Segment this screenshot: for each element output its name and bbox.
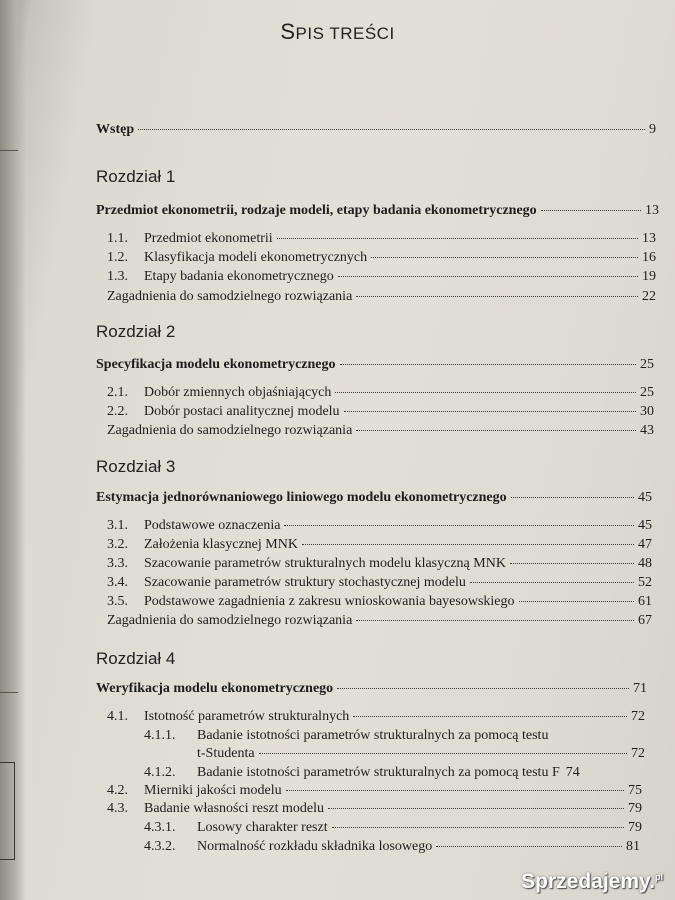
toc-subsection-row[interactable] <box>144 838 640 856</box>
dot-leader <box>340 364 636 365</box>
dot-leader <box>302 544 634 545</box>
dot-leader <box>138 129 645 130</box>
section-number: 2.1. <box>107 385 128 400</box>
dot-leader <box>353 716 627 717</box>
toc-subsection-row[interactable] <box>197 745 645 763</box>
toc-page: 45 <box>638 518 652 533</box>
dot-leader <box>286 790 624 791</box>
toc-section-row[interactable] <box>107 288 656 306</box>
toc-section-row[interactable] <box>107 230 656 248</box>
dot-leader <box>344 411 636 412</box>
chapter-title: Estymacja jednorównaniowego liniowego modelu ekonometrycznego <box>96 490 507 505</box>
section-title: Szacowanie parametrów struktury stochastycznej modelu <box>144 575 466 590</box>
toc-section-row[interactable] <box>107 249 656 267</box>
section-title: Szacowanie parametrów strukturalnych modelu klasyczną MNK <box>144 556 506 571</box>
dot-leader <box>510 563 634 564</box>
chapter-heading: Rozdział 4 <box>96 649 176 668</box>
toc-page: 81 <box>626 839 640 854</box>
toc-page: 72 <box>631 746 645 761</box>
section-title: Badanie istotności parametrów strukturalnych za pomocą testu F <box>197 765 560 780</box>
toc-page: 16 <box>642 250 656 265</box>
section-number: 4.3. <box>107 801 128 816</box>
toc-page: 47 <box>638 537 652 552</box>
toc-intro-label: Wstęp <box>96 122 135 137</box>
toc-section-row[interactable] <box>107 612 652 630</box>
toc-section-row[interactable] <box>107 574 652 592</box>
dot-leader <box>259 753 627 754</box>
watermark-logo: Sprzedajemy.$^{pl}$ <box>521 870 663 893</box>
toc-page: 48 <box>638 556 652 571</box>
section-title: Mierniki jakości modelu <box>144 783 282 798</box>
section-title: Istotność parametrów strukturalnych <box>144 709 350 724</box>
section-number: 3.4. <box>107 575 128 590</box>
section-title: Przedmiot ekonometrii <box>144 231 273 246</box>
edge-tick <box>0 692 18 693</box>
section-title: Badanie własności reszt modelu <box>144 801 325 816</box>
chapter-heading: Rozdział 2 <box>96 322 176 341</box>
section-number: 4.3.2. <box>144 839 176 854</box>
section-number: 3.5. <box>107 594 128 609</box>
dot-leader <box>356 296 638 297</box>
chapter-title: Przedmiot ekonometrii, rodzaje modeli, etapy badania ekonometrycznego <box>96 203 537 218</box>
dot-leader <box>541 210 641 211</box>
toc-chapter-row[interactable] <box>96 489 652 507</box>
section-title: Podstawowe zagadnienia z zakresu wnioskowania bayesowskiego <box>144 594 515 609</box>
toc-subsection-row[interactable] <box>144 819 642 837</box>
dot-leader <box>337 688 629 689</box>
toc-page: 43 <box>640 423 654 438</box>
dot-leader <box>338 276 638 277</box>
dot-leader <box>436 846 622 847</box>
dot-leader <box>356 430 636 431</box>
section-title: Podstawowe oznaczenia <box>144 518 281 533</box>
dot-leader <box>277 238 638 239</box>
dot-leader <box>328 808 624 809</box>
section-number: 1.2. <box>107 250 128 265</box>
toc-page: 74 <box>565 765 580 780</box>
dot-leader <box>470 582 634 583</box>
section-title: Etapy badania ekonometrycznego <box>144 269 334 284</box>
dot-leader <box>332 827 624 828</box>
toc-section-row[interactable] <box>107 555 652 573</box>
toc-section-row[interactable] <box>107 403 654 421</box>
section-title: Losowy charakter reszt <box>197 820 328 835</box>
section-title: Założenia klasycznej MNK <box>144 537 298 552</box>
toc-page: 9 <box>649 122 656 137</box>
toc-section-row[interactable] <box>107 268 656 286</box>
toc-page: 71 <box>633 681 647 696</box>
toc-page: 79 <box>628 801 642 816</box>
toc-page: 79 <box>628 820 642 835</box>
section-title: Dobór zmiennych objaśniających <box>144 385 332 400</box>
section-title: Klasyfikacja modeli ekonometrycznych <box>144 250 368 265</box>
toc-page: 67 <box>638 613 652 628</box>
toc-section-row[interactable] <box>107 384 654 402</box>
dot-leader <box>356 620 634 621</box>
toc-chapter-row[interactable] <box>96 680 647 698</box>
dot-leader <box>511 497 634 498</box>
toc-subsection-row[interactable] <box>144 764 645 782</box>
section-number: 3.2. <box>107 537 128 552</box>
section-number: 4.1.2. <box>144 765 176 780</box>
section-number: 1.1. <box>107 231 128 246</box>
toc-chapter-row[interactable] <box>96 202 659 220</box>
toc-section-row[interactable] <box>107 782 642 800</box>
dot-leader <box>371 257 638 258</box>
toc-page: 22 <box>642 289 656 304</box>
section-title: Dobór postaci analitycznej modelu <box>144 404 340 419</box>
toc-page: 13 <box>645 203 659 218</box>
toc-chapter-row[interactable] <box>96 356 654 374</box>
section-title: Normalność rozkładu składnika losowego <box>197 839 433 854</box>
dot-leader <box>519 601 634 602</box>
section-number: 4.2. <box>107 783 128 798</box>
chapter-title: Specyfikacja modelu ekonometrycznego <box>96 357 336 372</box>
toc-subsection-row[interactable] <box>144 727 645 745</box>
section-number: 2.2. <box>107 404 128 419</box>
toc-page: 45 <box>638 490 652 505</box>
toc-section-row[interactable] <box>107 800 642 818</box>
edge-tick <box>0 150 18 151</box>
toc-page: 13 <box>642 231 656 246</box>
toc-page: 19 <box>642 269 656 284</box>
toc-section-row[interactable] <box>107 422 654 440</box>
section-title: t-Studenta <box>197 746 255 761</box>
section-number: 4.3.1. <box>144 820 176 835</box>
chapter-heading: Rozdział 1 <box>96 167 176 186</box>
chapter-heading: Rozdział 3 <box>96 457 176 476</box>
toc-page: 75 <box>628 783 642 798</box>
section-number: 4.1.1. <box>144 728 176 743</box>
section-title: Badanie istotności parametrów strukturalnych za pomocą testu <box>197 728 549 743</box>
toc-page: 72 <box>631 709 645 724</box>
dot-leader <box>284 525 634 526</box>
section-number: 3.3. <box>107 556 128 571</box>
section-number: 4.1. <box>107 709 128 724</box>
edge-box <box>0 762 15 860</box>
dot-leader <box>335 392 636 393</box>
section-number: 3.1. <box>107 518 128 533</box>
toc-section-row[interactable] <box>107 708 645 726</box>
section-title: Zagadnienia do samodzielnego rozwiązania <box>107 613 353 628</box>
chapter-title: Weryfikacja modelu ekonometrycznego <box>96 681 334 696</box>
toc-page: 25 <box>640 385 654 400</box>
toc-intro-row[interactable] <box>96 121 656 139</box>
toc-section-row[interactable] <box>107 536 652 554</box>
toc-page: 25 <box>640 357 654 372</box>
toc-page: 52 <box>638 575 652 590</box>
section-number: 1.3. <box>107 269 128 284</box>
toc-section-row[interactable] <box>107 517 652 535</box>
toc-page: 30 <box>640 404 654 419</box>
toc-page: 61 <box>638 594 652 609</box>
section-title: Zagadnienia do samodzielnego rozwiązania <box>107 423 353 438</box>
section-title: Zagadnienia do samodzielnego rozwiązania <box>107 289 353 304</box>
toc-section-row[interactable] <box>107 593 652 611</box>
page-title: SPIS TREŚCI <box>280 19 395 44</box>
